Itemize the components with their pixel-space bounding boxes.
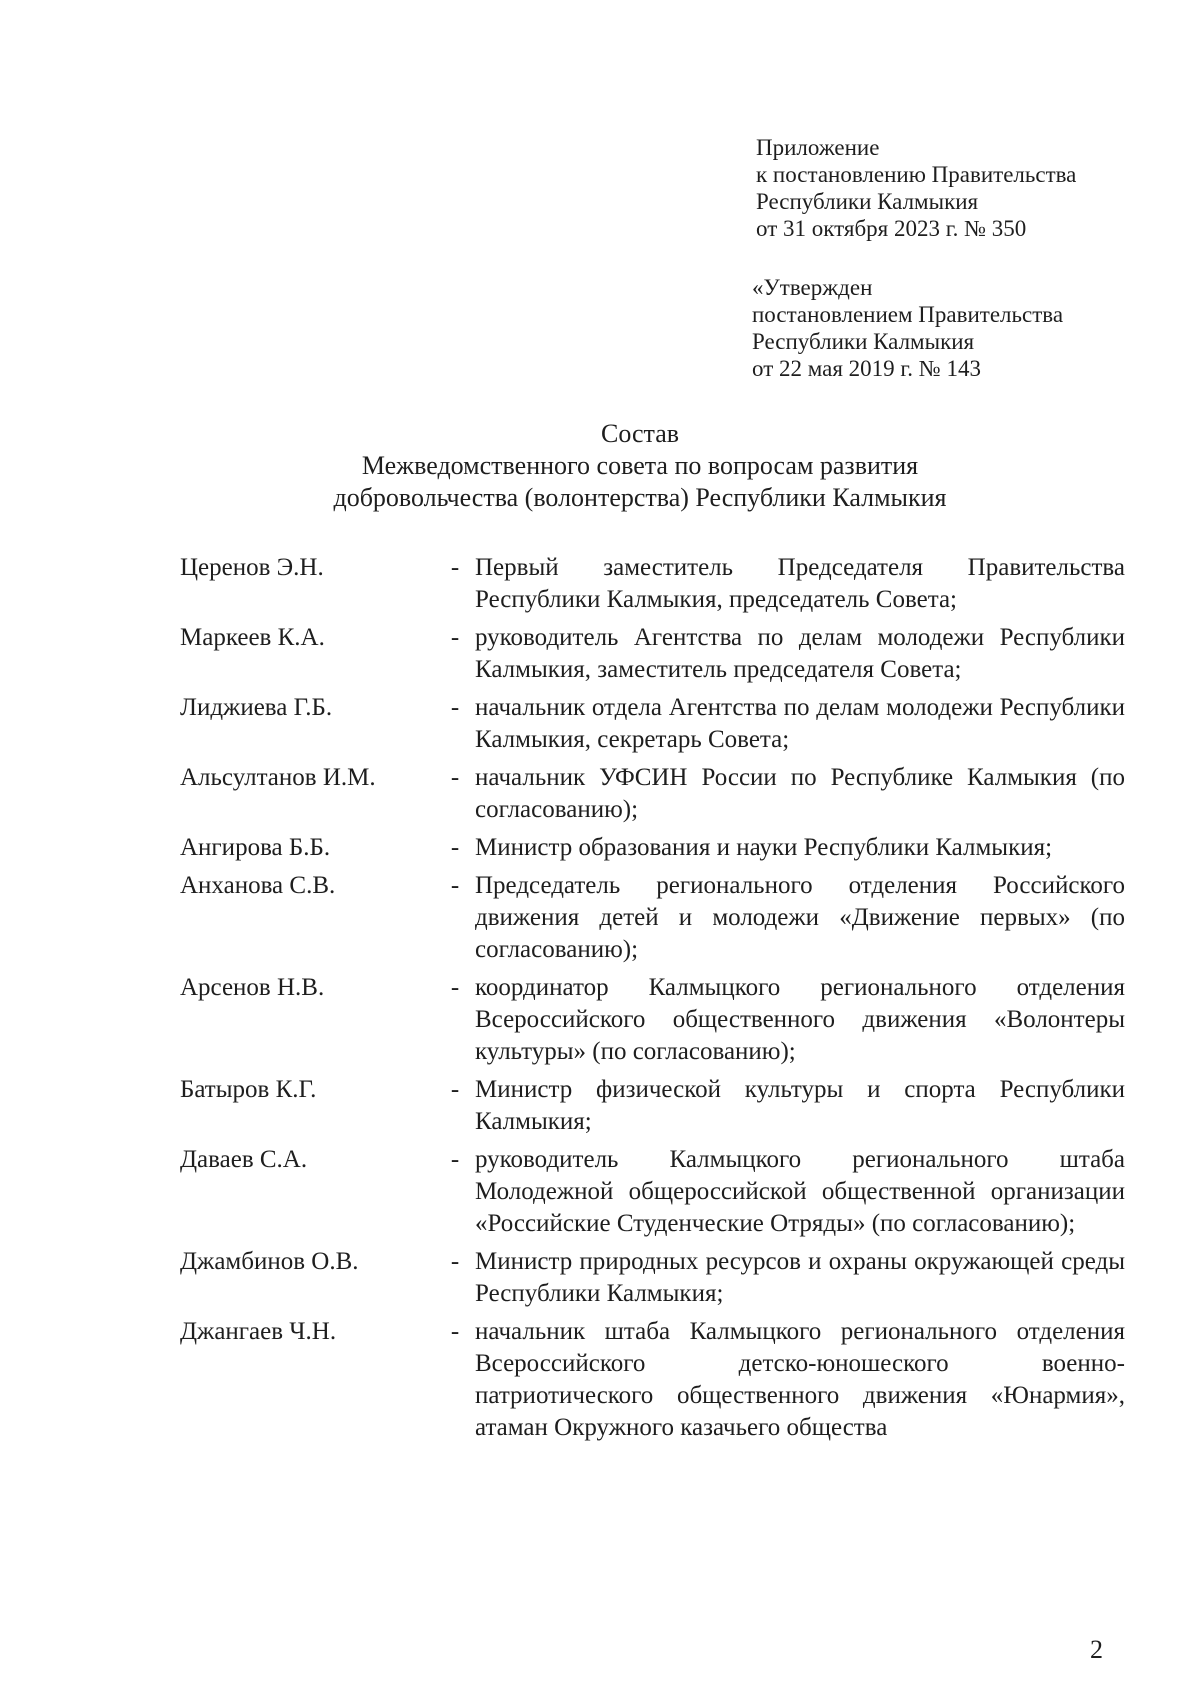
member-dash: - [450,1146,460,1173]
member-name: Маркеев К.А. [180,624,325,651]
page-number: 2 [1090,1635,1103,1664]
title-line: добровольчества (волонтерства) Республики Калмыкия [333,483,947,512]
member-dash: - [450,834,460,861]
member-row [180,870,1125,966]
members-list [180,552,1125,1450]
member-row [180,832,1120,864]
approval-line: Республики Калмыкия [752,329,975,354]
approval-block [752,274,1063,382]
annex-line: от 31 октября 2023 г. № 350 [756,216,1027,241]
member-position: Министр природных ресурсов и охраны окружающей среды Республики Калмыкия; [475,1248,1125,1307]
member-row [180,622,1125,686]
member-row [180,1316,1125,1444]
member-row [180,1074,1125,1138]
member-dash: - [450,1318,460,1345]
document-title [280,418,1000,514]
member-dash: - [450,764,460,791]
member-name: Джамбинов О.В. [180,1248,359,1275]
annex-line: к постановлению Правительства [756,162,1077,187]
approval-line: «Утвержден [752,275,873,300]
member-position: начальник отдела Агентства по делам молодежи Республики Калмыкия, секретарь Совета; [475,694,1125,753]
approval-line: постановлением Правительства [752,302,1064,327]
member-name: Церенов Э.Н. [180,554,324,581]
member-name: Лиджиева Г.Б. [180,694,333,721]
member-position: Председатель регионального отделения Российского движения детей и молодежи «Движение первых» (по согласованию); [475,872,1125,963]
member-row [180,1246,1125,1310]
member-dash: - [450,624,460,651]
member-dash: - [450,1076,460,1103]
member-position: начальник УФСИН России по Республике Калмыкия (по согласованию); [475,764,1125,823]
member-name: Батыров К.Г. [180,1076,317,1103]
member-name: Анханова С.В. [180,872,336,899]
member-name: Даваев С.А. [180,1146,308,1173]
member-position: Министр физической культуры и спорта Республики Калмыкия; [475,1076,1125,1135]
member-position: начальник штаба Калмыцкого регионального отделения Всероссийского детско-юношеского военно-патриотического общественного движения «Юнармия», атаман Окружного казачьего общества [475,1318,1125,1441]
member-position: руководитель Калмыцкого регионального штаба Молодежной общероссийской общественной организации «Российские Студенческие Отряды» (по согласованию); [475,1146,1125,1237]
member-position: Первый заместитель Председателя Правительства Республики Калмыкия, председатель Совета; [475,554,1125,613]
member-name: Ангирова Б.Б. [180,834,331,861]
annex-line: Приложение [756,135,880,160]
member-row [180,762,1125,826]
member-dash: - [450,974,460,1001]
title-line: Межведомственного совета по вопросам развития [361,451,919,480]
member-position: руководитель Агентства по делам молодежи Республики Калмыкия, заместитель председателя Совета; [475,624,1125,683]
approval-line: от 22 мая 2019 г. № 143 [752,356,981,381]
member-dash: - [450,694,460,721]
member-row [180,1144,1125,1240]
member-name: Джангаев Ч.Н. [180,1318,337,1345]
member-position: координатор Калмыцкого регионального отделения Всероссийского общественного движения «Волонтеры культуры» (по согласованию); [475,974,1125,1065]
member-name: Арсенов Н.В. [180,974,325,1001]
title-line: Состав [600,419,680,448]
member-dash: - [450,1248,460,1275]
member-row [180,552,1125,616]
member-dash: - [450,872,460,899]
member-position: Министр образования и науки Республики Калмыкия; [475,834,1053,861]
member-row [180,972,1125,1068]
annex-line: Республики Калмыкия [756,189,979,214]
member-row [180,692,1125,756]
annex-block [756,134,1076,242]
member-dash: - [450,554,460,581]
member-name: Альсултанов И.М. [180,764,376,791]
